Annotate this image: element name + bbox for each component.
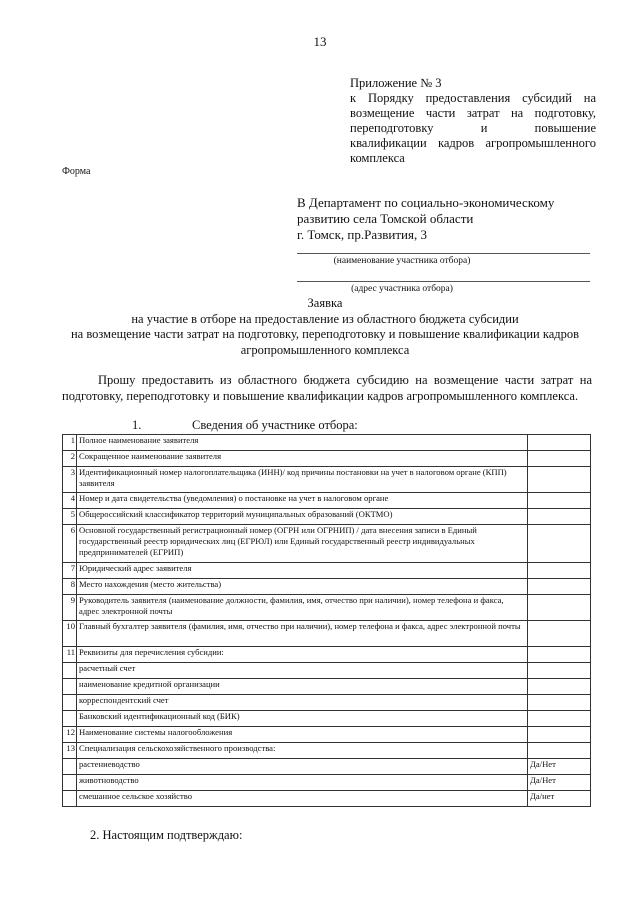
table-row — [63, 595, 591, 621]
row-value[interactable] — [528, 579, 591, 595]
title-line: на участие в отборе на предоставление из областного бюджета субсидии — [131, 311, 519, 326]
department-line: развитию села Томской области — [297, 211, 474, 226]
row-number — [63, 695, 77, 711]
row-number — [63, 711, 77, 727]
section-1-heading — [132, 418, 358, 433]
row-label: Юридический адрес заявителя — [77, 563, 528, 579]
row-value[interactable] — [528, 525, 591, 563]
row-number: 1 — [63, 435, 77, 451]
row-value[interactable] — [528, 509, 591, 525]
row-number: 13 — [63, 743, 77, 759]
row-label: Сокращенное наименование заявителя — [77, 451, 528, 467]
department-line: В Департамент по социально-экономическому — [297, 195, 555, 210]
participant-address-line — [297, 281, 590, 282]
form-label: Форма — [62, 166, 91, 177]
row-value[interactable] — [528, 647, 591, 663]
appendix-block — [350, 76, 596, 166]
section-1-number: 1. — [132, 418, 142, 432]
table-row — [63, 525, 591, 563]
row-label: Идентификационный номер налогоплательщика (ИНН)/ код причины постановки на учет в налоговом органе (КПП) заявителя — [77, 467, 528, 493]
participant-info-table — [62, 434, 591, 807]
row-number: 2 — [63, 451, 77, 467]
row-value[interactable] — [528, 435, 591, 451]
row-label: растениеводство — [77, 759, 528, 775]
row-label: корреспондентский счет — [77, 695, 528, 711]
table-row — [63, 509, 591, 525]
row-label: расчетный счет — [77, 663, 528, 679]
table-row — [63, 663, 591, 679]
row-number — [63, 663, 77, 679]
row-value[interactable] — [528, 493, 591, 509]
table-row — [63, 775, 591, 791]
row-label: Специализация сельскохозяйственного производства: — [77, 743, 528, 759]
row-number: 11 — [63, 647, 77, 663]
row-number — [63, 791, 77, 807]
row-label: Основной государственный регистрационный номер (ОГРН или ОГРНИП) / дата внесения записи в Единый государственный реестр юридических лиц (ЕГРЮЛ) или Единый государственный реестр индивидуальных предпринимателей (ЕГРИП) — [77, 525, 528, 563]
row-value[interactable] — [528, 727, 591, 743]
appendix-line: переподготовку и повышение — [350, 121, 596, 135]
row-number — [63, 759, 77, 775]
row-number: 4 — [63, 493, 77, 509]
row-choice[interactable]: Да/Нет — [528, 759, 591, 775]
table-row — [63, 711, 591, 727]
participant-name-caption: (наименование участника отбора) — [333, 256, 471, 266]
row-number: 10 — [63, 621, 77, 647]
row-value[interactable] — [528, 595, 591, 621]
row-label: Полное наименование заявителя — [77, 435, 528, 451]
row-number — [63, 679, 77, 695]
row-label: Номер и дата свидетельства (уведомления) о постановке на учет в налоговом органе — [77, 493, 528, 509]
row-value[interactable] — [528, 743, 591, 759]
participant-address-caption: (адрес участника отбора) — [351, 284, 453, 294]
table-row — [63, 621, 591, 647]
appendix-line: возмещение части затрат на подготовку, — [350, 106, 596, 120]
table-row — [63, 679, 591, 695]
row-label: Реквизиты для перечисления субсидии: — [77, 647, 528, 663]
row-choice[interactable]: Да/нет — [528, 791, 591, 807]
table-row — [63, 791, 591, 807]
section-1-title: Сведения об участнике отбора: — [192, 418, 358, 432]
table-row — [63, 493, 591, 509]
title-line: на возмещение части затрат на подготовку, переподготовку и повышение квалификации кадров — [70, 327, 580, 341]
table-row — [63, 451, 591, 467]
department-line: г. Томск, пр.Развития, 3 — [297, 227, 427, 242]
row-label: Банковский идентификационный код (БИК) — [77, 711, 528, 727]
table-row — [63, 435, 591, 451]
row-number: 8 — [63, 579, 77, 595]
application-title — [50, 296, 600, 358]
title-heading: Заявка — [307, 296, 343, 310]
department-address — [297, 195, 597, 243]
table-row — [63, 579, 591, 595]
row-value[interactable] — [528, 711, 591, 727]
row-value[interactable] — [528, 679, 591, 695]
row-number: 7 — [63, 563, 77, 579]
row-value[interactable] — [528, 563, 591, 579]
appendix-line: к Порядку предоставления субсидий на — [350, 91, 596, 105]
row-label: Место нахождения (место жительства) — [77, 579, 528, 595]
intro-paragraph: Прошу предоставить из областного бюджета субсидию на возмещение части затрат на подготовку, переподготовку и повышение квалификации кадров агропромышленного комплекса. — [62, 373, 592, 403]
row-value[interactable] — [528, 451, 591, 467]
row-label: наименование кредитной организации — [77, 679, 528, 695]
row-number: 12 — [63, 727, 77, 743]
row-value[interactable] — [528, 663, 591, 679]
row-label: животноводство — [77, 775, 528, 791]
row-label: Руководитель заявителя (наименование должности, фамилия, имя, отчество при наличии), номер телефона и факса, адрес электронной почты — [77, 595, 528, 621]
table-row — [63, 563, 591, 579]
table-row — [63, 647, 591, 663]
row-number: 3 — [63, 467, 77, 493]
appendix-line: Приложение № 3 — [350, 76, 442, 90]
table-row — [63, 759, 591, 775]
row-label: смешанное сельское хозяйство — [77, 791, 528, 807]
table-row — [63, 695, 591, 711]
appendix-line: квалификации кадров агропромышленного — [350, 136, 596, 150]
table-row — [63, 743, 591, 759]
row-value[interactable] — [528, 695, 591, 711]
row-value[interactable] — [528, 621, 591, 647]
row-number: 9 — [63, 595, 77, 621]
row-number: 5 — [63, 509, 77, 525]
section-2-heading: 2. Настоящим подтверждаю: — [90, 828, 243, 842]
row-choice[interactable]: Да/Нет — [528, 775, 591, 791]
participant-name-line — [297, 253, 590, 254]
title-line: агропромышленного комплекса — [240, 342, 410, 357]
row-label: Главный бухгалтер заявителя (фамилия, имя, отчество при наличии), номер телефона и факса, адрес электронной почты — [77, 621, 528, 647]
page-number: 13 — [313, 34, 327, 49]
table-row — [63, 727, 591, 743]
appendix-line: комплекса — [350, 151, 405, 165]
row-label: Общероссийский классификатор территорий муниципальных образований (ОКТМО) — [77, 509, 528, 525]
table-row — [63, 467, 591, 493]
row-number: 6 — [63, 525, 77, 563]
row-value[interactable] — [528, 467, 591, 493]
row-label: Наименование системы налогообложения — [77, 727, 528, 743]
row-number — [63, 775, 77, 791]
